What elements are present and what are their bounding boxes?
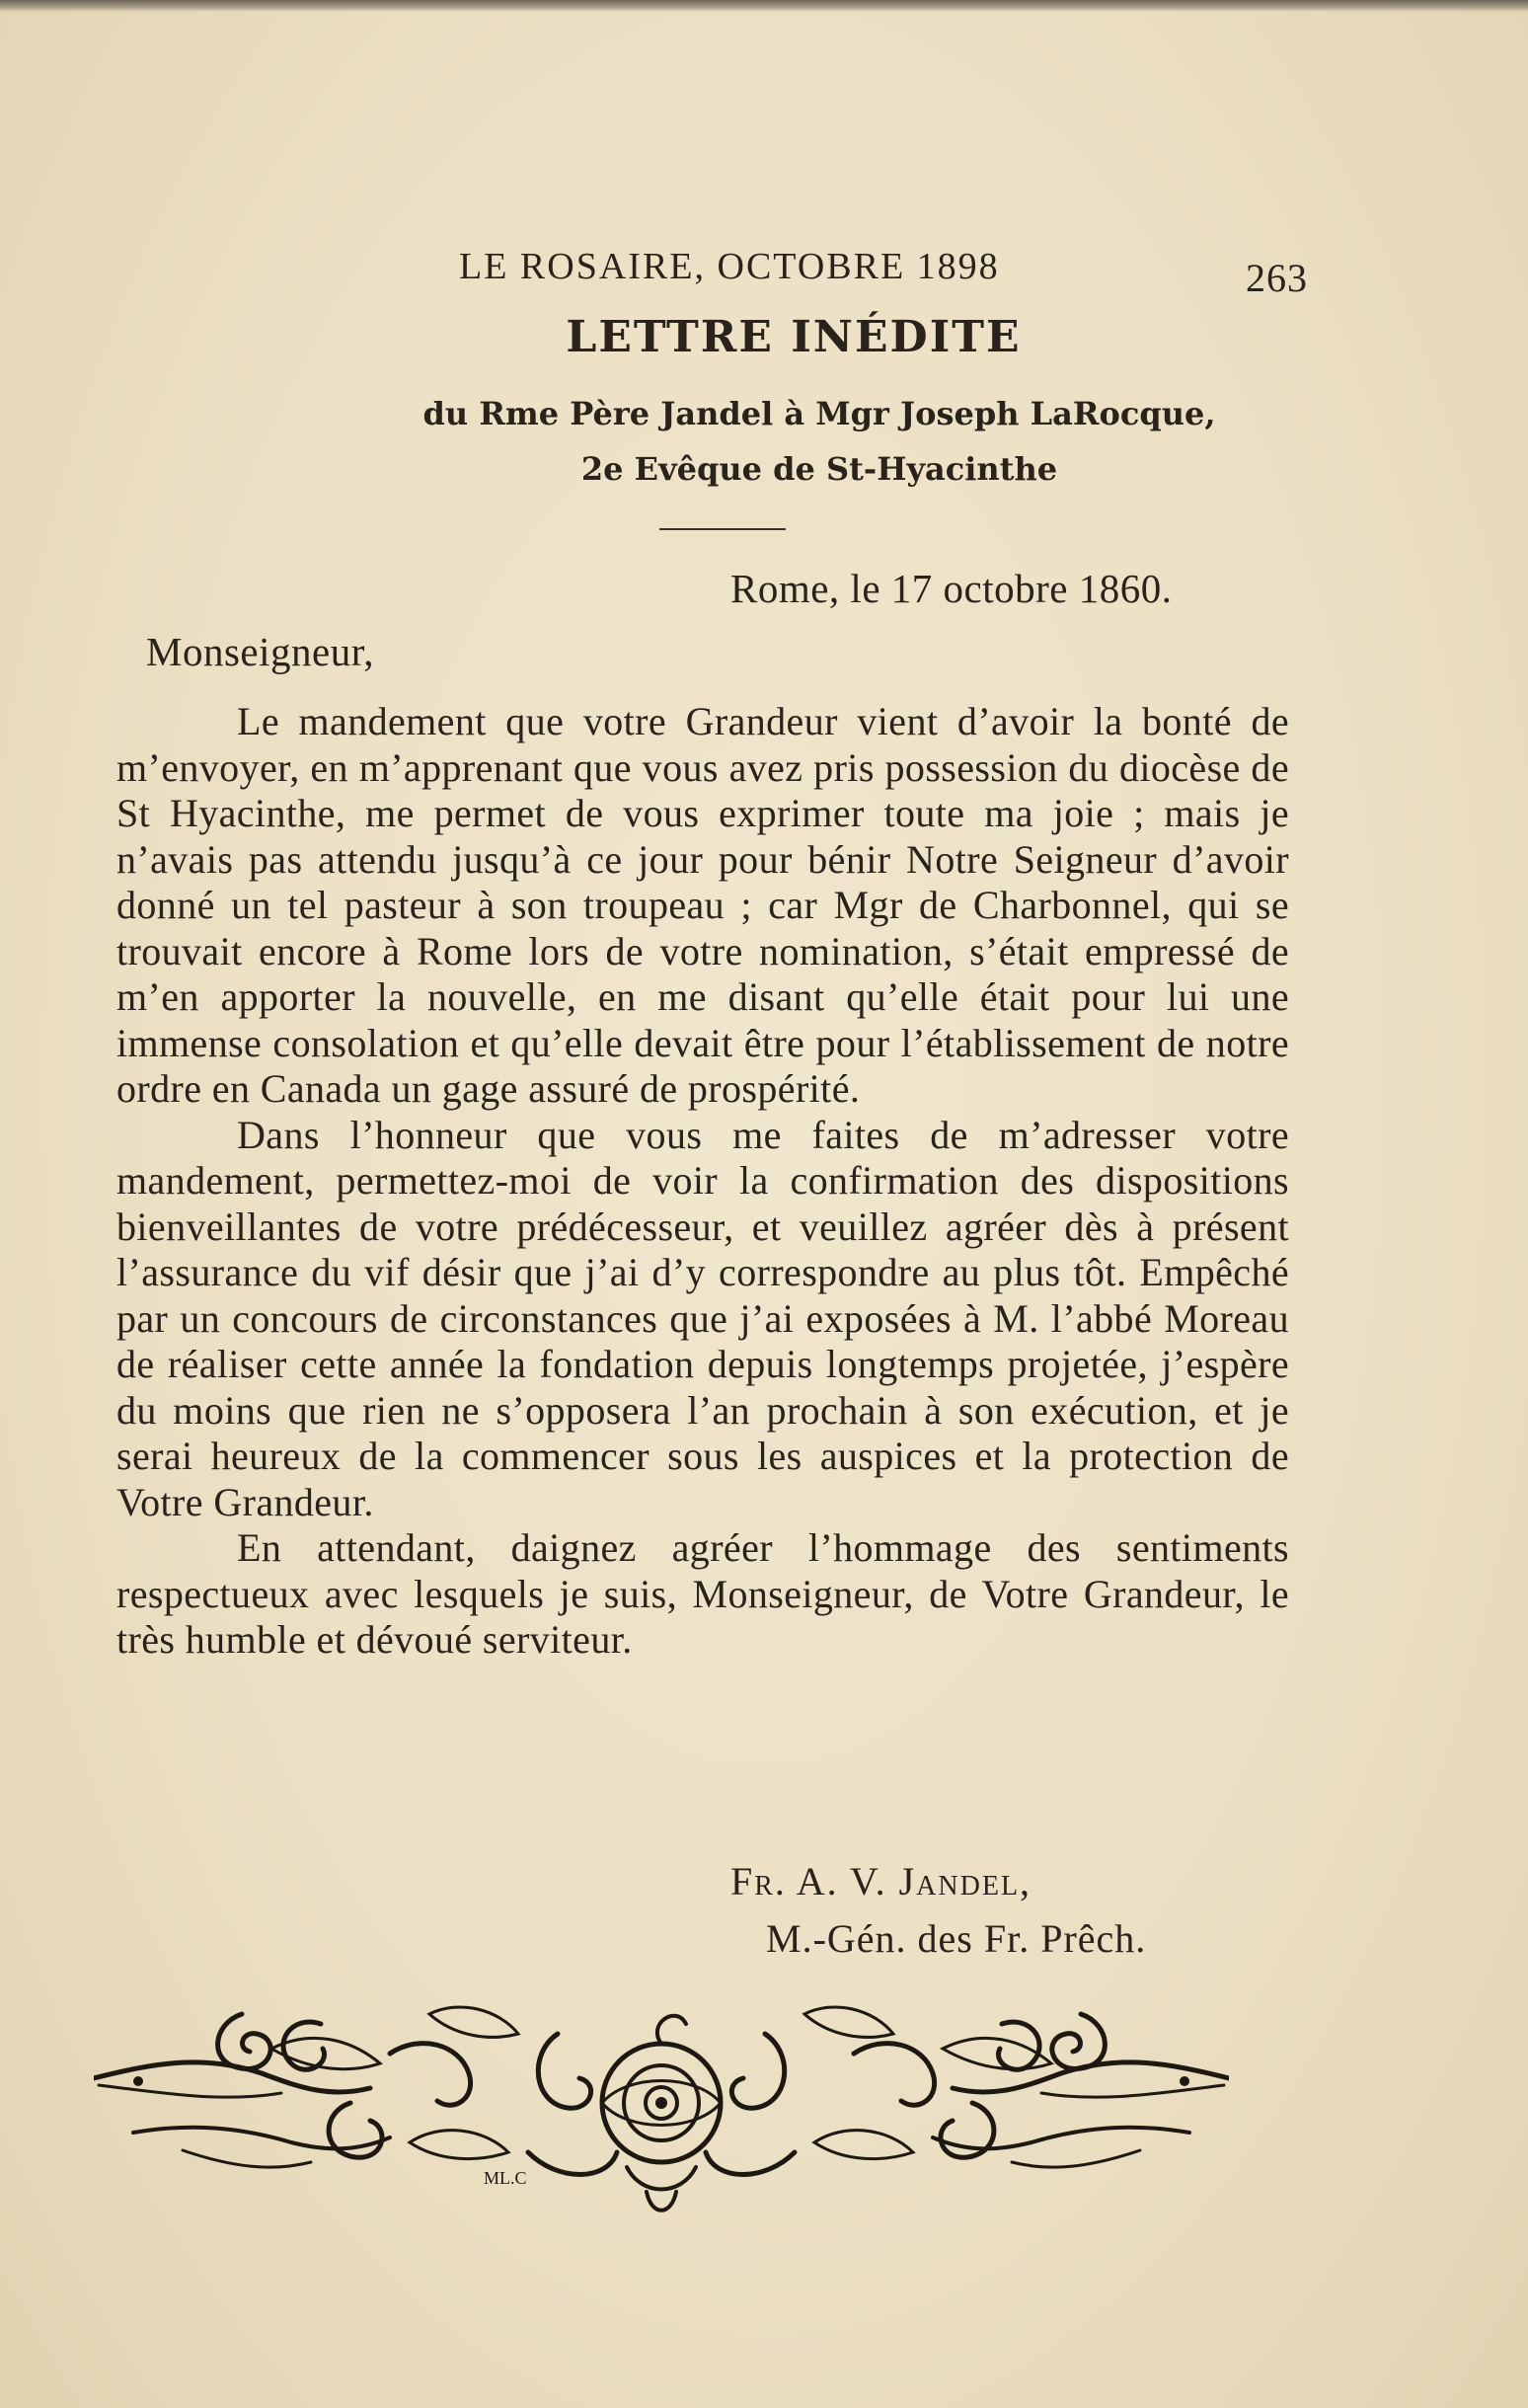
- letter-paragraph-2: Dans l’honneur que vous me faites de m’adresser votre mandement, permettez-moi de voir la confirmation des dispositions bienveillantes de votre prédécesseur, et veuillez agréer dès à présent l’assurance du vif désir que j’ai d’y correspondre au plus tôt. Empêché par un concours de circonstances que j’ai exposées à M. l’abbé Moreau de réaliser cette année la fondation depuis longtemps projetée, j’espère du moins que rien ne s’opposera l’an prochain à son exécution, et je serai heureux de la commencer sous les auspices et la protection de Votre Grandeur.: [116, 1112, 1289, 1524]
- ornament-initials: ML.C: [484, 2168, 527, 2188]
- tailpiece-ornament: [94, 1994, 1229, 2241]
- article-subtitle-line1: du Rme Père Jandel à Mgr Joseph LaRocque,: [422, 395, 1216, 432]
- letter-dateline: Rome, le 17 octobre 1860.: [730, 566, 1173, 611]
- running-head: [0, 237, 1528, 300]
- article-title: LETTRE INÉDITE: [566, 312, 1022, 362]
- title-rule: [659, 528, 786, 530]
- page-number: 263: [1246, 256, 1308, 300]
- signature-role: M.-Gén. des Fr. Prêch.: [766, 1916, 1147, 1961]
- signature-name: Fr. A. V. Jandel,: [730, 1859, 1032, 1903]
- letter-paragraph-1: Le mandement que votre Grandeur vient d’avoir la bonté de m’envoyer, en m’apprenant que vous avez pris possession du diocèse de St Hyacinthe, me permet de vous exprimer toute ma joie ; mais je n’avais pas attendu jusqu’à ce jour pour bénir Notre Seigneur d’avoir donné un tel pasteur à son troupeau ; car Mgr de Charbonnel, qui se trouvait encore à Rome lors de votre nomination, s’était empressé de m’en apporter la nouvelle, en me disant qu’elle était pour lui une immense consolation et qu’elle devait être pour l’établissement de notre ordre en Canada un gage assuré de prospérité.: [116, 699, 1289, 1111]
- letter-body: [116, 699, 1289, 1664]
- running-title: LE ROSAIRE, OCTOBRE 1898: [459, 246, 1000, 287]
- page-top-edge: [0, 0, 1528, 12]
- article-subtitle-line2: 2e Evêque de St-Hyacinthe: [580, 450, 1058, 488]
- letter-salutation: Monseigneur,: [146, 629, 374, 674]
- letter-paragraph-3: En attendant, daignez agréer l’hommage des sentiments respectueux avec lesquels je suis, Monseigneur, de Votre Grandeur, le très humble et dévoué serviteur.: [116, 1525, 1289, 1662]
